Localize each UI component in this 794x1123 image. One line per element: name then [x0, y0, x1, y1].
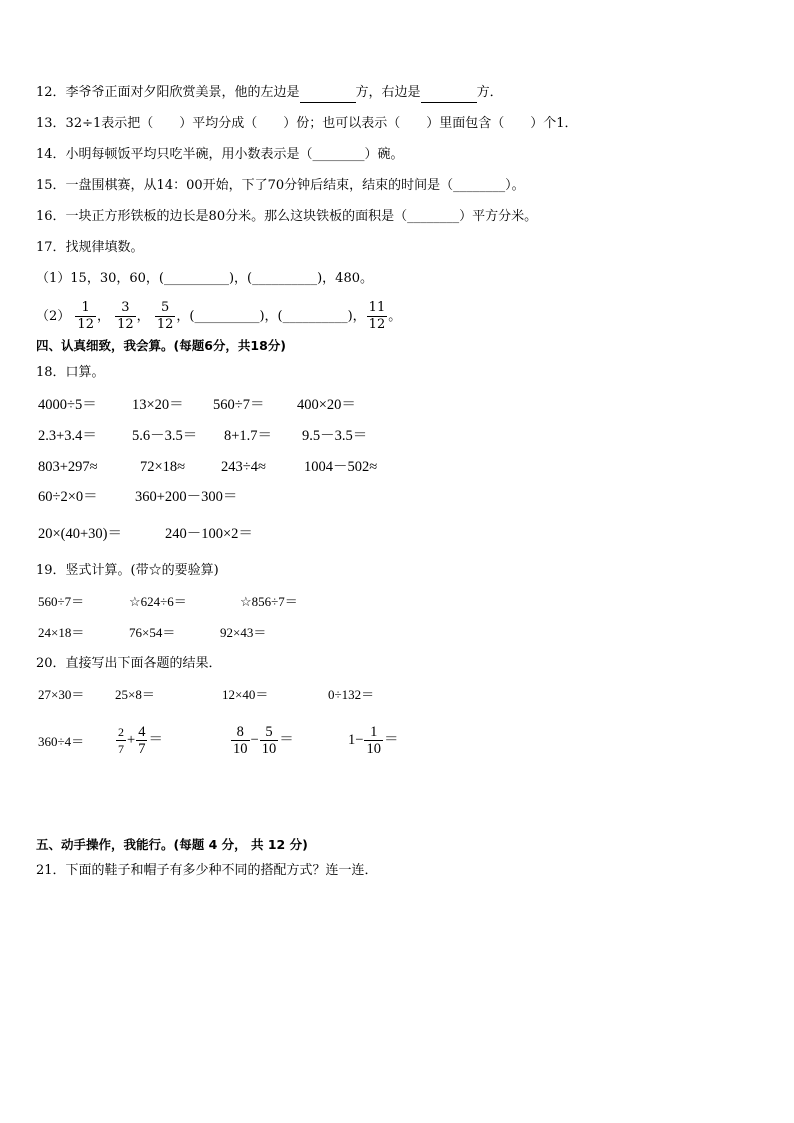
answer-blank[interactable]	[421, 84, 477, 103]
calc-item: 360÷4＝	[38, 734, 85, 749]
section-4-heading: 四、认真细致，我会算。(每题6分，共18分)	[36, 338, 287, 353]
answer-blank[interactable]	[300, 84, 356, 103]
calc-item: 5.6－3.5＝	[132, 428, 198, 444]
calc-item: 20×(40+30)＝	[38, 526, 123, 542]
calc-item: 560÷7＝	[213, 397, 265, 413]
fraction: $\frac{5}{10}$	[261, 724, 277, 758]
fraction-expression: 1− $\frac{1}{10}$ ＝	[348, 724, 399, 758]
calc-item: 2.3+3.4＝	[38, 428, 97, 444]
calc-item: 13×20＝	[132, 397, 184, 413]
calc-item: ☆624÷6＝	[129, 594, 187, 609]
calc-item: 24×18＝	[38, 625, 85, 640]
calc-item: 400×20＝	[297, 397, 356, 413]
question-19-title: 19．竖式计算。(带☆的要验算)	[36, 563, 219, 578]
calc-item: 360+200－300＝	[135, 489, 238, 505]
question-14: 14．小明每顿饭平均只吃半碗，用小数表示是（________）碗。	[36, 147, 404, 162]
calc-item: 92×43＝	[220, 625, 267, 640]
calc-item: ☆856÷7＝	[240, 594, 298, 609]
fraction: $\frac{3}{12}$	[117, 300, 134, 332]
question-12: 12．李爷爷正面对夕阳欣赏美景，他的左边是 方，右边是 方．	[36, 84, 503, 103]
calc-item: 4000÷5＝	[38, 397, 97, 413]
calc-item: 8+1.7＝	[224, 428, 273, 444]
fraction: $\frac{5}{12}$	[156, 300, 174, 332]
calc-item: 27×30＝	[38, 687, 85, 702]
fraction: $\frac{11}{12}$	[368, 300, 386, 332]
fraction: $\frac{2}{7}$	[118, 725, 124, 757]
calc-item: 72×18≈	[140, 459, 186, 475]
calc-item: 240－100×2＝	[165, 526, 253, 542]
calc-item: 9.5－3.5＝	[302, 428, 368, 444]
calc-item: 25×8＝	[115, 687, 155, 702]
question-17-part-2: （2） $\frac{1}{12}$ ， $\frac{3}{12}$ ， $\frac{5}{12}$ ，(__________)，(__________)， $\frac{11}{12}$ 。	[36, 300, 402, 332]
fraction-expression: $\frac{2}{7}$ + $\frac{4}{7}$ ＝	[118, 724, 163, 758]
question-20-title: 20．直接写出下面各题的结果．	[36, 656, 222, 671]
calc-item: 803+297≈	[38, 459, 98, 475]
calc-item: 76×54＝	[129, 625, 176, 640]
calc-item: 243÷4≈	[221, 459, 266, 475]
fraction: $\frac{1}{12}$	[77, 300, 94, 332]
question-17-title: 17．找规律填数。	[36, 240, 144, 255]
question-17-part-1: （1）15，30，60，(__________)，(__________)，480。	[36, 271, 373, 286]
question-21: 21．下面的鞋子和帽子有多少种不同的搭配方式？连一连．	[36, 863, 378, 878]
question-18-title: 18．口算。	[36, 365, 105, 380]
question-15: 15．一盘围棋赛，从14：00开始，下了70分钟后结束，结束的时间是（________）。	[36, 178, 525, 193]
question-16: 16．一块正方形铁板的边长是80分米。那么这块铁板的面积是（________）平方分米。	[36, 209, 538, 224]
calc-item: 60÷2×0＝	[38, 489, 98, 505]
calc-item: 560÷7＝	[38, 594, 85, 609]
calc-item: 12×40＝	[222, 687, 269, 702]
fraction: $\frac{8}{10}$	[233, 724, 248, 758]
question-13: 13．32÷1表示把（ ）平均分成（ ）份；也可以表示（ ）里面包含（ ）个1．	[36, 116, 578, 131]
calc-item: 0÷132＝	[328, 687, 375, 702]
fraction-expression: $\frac{8}{10}$ − $\frac{5}{10}$ ＝	[233, 724, 294, 758]
fraction: $\frac{1}{10}$	[366, 724, 381, 758]
section-5-heading: 五、动手操作，我能行。(每题 4 分， 共 12 分)	[36, 837, 308, 852]
fraction: $\frac{4}{7}$	[138, 724, 146, 758]
calc-item: 1004－502≈	[304, 459, 378, 475]
